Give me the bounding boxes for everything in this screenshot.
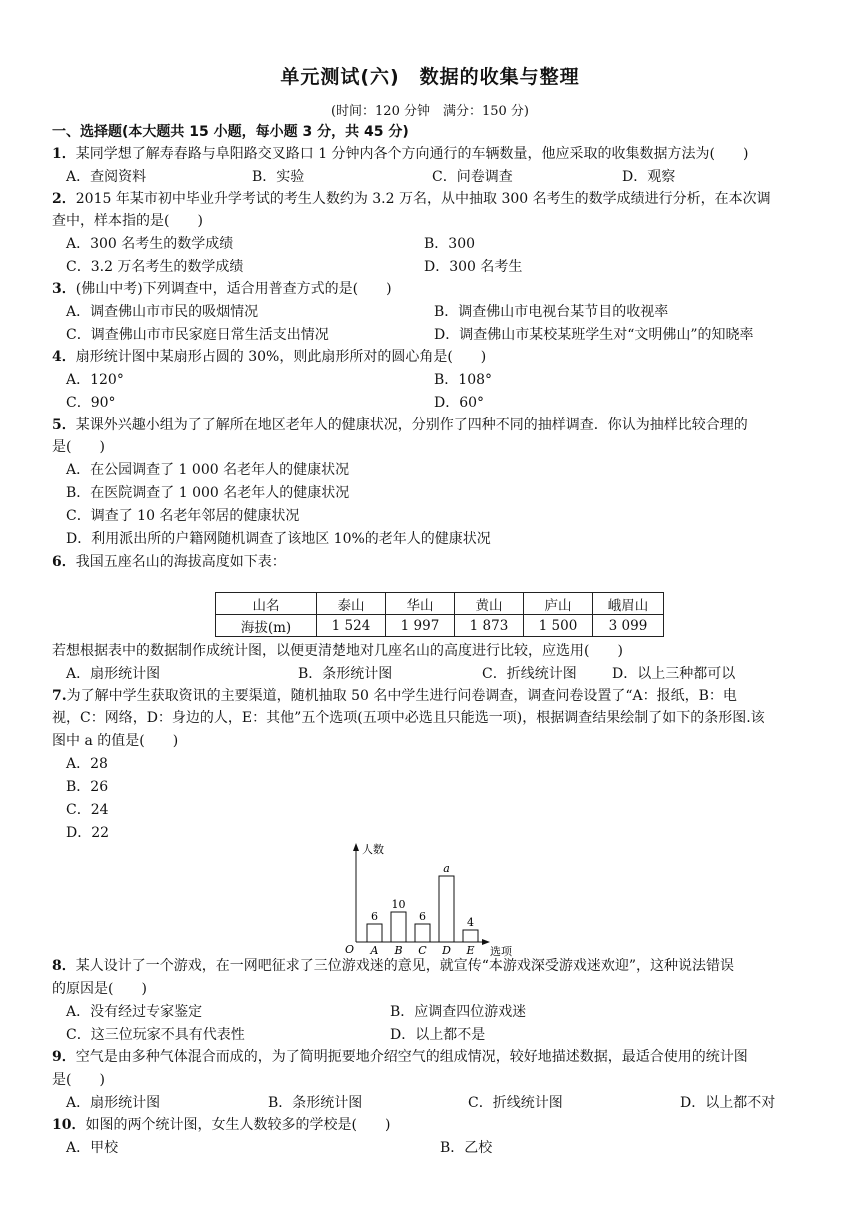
table-header-row <box>216 593 664 615</box>
bar-d <box>439 876 454 942</box>
q9-option-a: A．扇形统计图 <box>66 1095 161 1111</box>
question-10-stem: 10．如图的两个统计图，女生人数较多的学校是( ) <box>52 1117 391 1133</box>
q3-option-b: B．调查佛山市电视台某节目的收视率 <box>434 304 669 320</box>
question-8-stem: 8．某人设计了一个游戏，在一网吧征求了三位游戏迷的意见，就宣传“本游戏深受游戏迷欢迎”，这种说法错误 <box>52 958 735 974</box>
question-5-stem: 5．某课外兴趣小组为了了解所在地区老年人的健康状况，分别作了四种不同的抽样调查．你认为抽样比较合理的 <box>52 417 748 433</box>
table-row <box>216 615 664 637</box>
table-cell: 1 500 <box>524 615 593 637</box>
q1-option-a: A．查阅资料 <box>66 169 147 185</box>
bar-chart <box>335 840 525 960</box>
q5-option-a: A．在公园调查了 1 000 名老年人的健康状况 <box>66 462 350 478</box>
table-cell: 泰山 <box>317 593 386 615</box>
q1-option-b: B．实验 <box>252 169 305 185</box>
q9-option-b: B．条形统计图 <box>268 1095 363 1111</box>
q9-option-c: C．折线统计图 <box>468 1095 563 1111</box>
question-5-stem-cont: 是( ) <box>52 439 105 455</box>
q4-option-a: A．120° <box>66 372 124 388</box>
question-2-stem: 2．2015 年某市初中毕业升学考试的考生人数约为 3.2 万名，从中抽取 300 名考生的数学成绩进行分析，在本次调 <box>52 191 771 207</box>
origin-label: O <box>345 943 355 956</box>
table-cell: 海拔(m) <box>216 615 317 637</box>
table-cell: 黄山 <box>455 593 524 615</box>
q10-option-b: B．乙校 <box>440 1140 493 1156</box>
data-label-b: 10 <box>391 898 406 911</box>
q3-option-d: D．调查佛山市某校某班学生对“文明佛山”的知晓率 <box>434 327 754 343</box>
q8-option-b: B．应调查四位游戏迷 <box>390 1004 527 1020</box>
y-axis-label: 人数 <box>362 843 384 856</box>
data-label-c: 6 <box>419 910 426 923</box>
x-axis-arrow <box>482 939 490 945</box>
tick-label-a: A <box>370 944 379 957</box>
table-cell: 庐山 <box>524 593 593 615</box>
question-1-stem: 1．某同学想了解寿春路与阜阳路交叉路口 1 分钟内各个方向通行的车辆数量，他应采取的收集数据方法为( ) <box>52 146 749 162</box>
table-cell: 1 524 <box>317 615 386 637</box>
question-9-stem-cont: 是( ) <box>52 1072 105 1088</box>
q5-option-c: C．调查了 10 名老年邻居的健康状况 <box>66 508 300 524</box>
q6-option-c: C．折线统计图 <box>482 666 577 682</box>
q6-option-d: D．以上三种都可以 <box>612 666 736 682</box>
q4-option-d: D．60° <box>434 395 485 411</box>
q2-option-b: B．300 <box>424 236 476 252</box>
table-cell: 1 873 <box>455 615 524 637</box>
question-4-stem: 4．扇形统计图中某扇形占圆的 30%，则此扇形所对的圆心角是( ) <box>52 349 487 365</box>
q2-option-a: A．300 名考生的数学成绩 <box>66 236 234 252</box>
q8-option-d: D．以上都不是 <box>390 1027 486 1043</box>
bar-b <box>391 912 406 942</box>
q6-option-a: A．扇形统计图 <box>66 666 161 682</box>
table-cell: 华山 <box>386 593 455 615</box>
question-9-stem: 9．空气是由多种气体混合而成的，为了简明扼要地介绍空气的组成情况，较好地描述数据，最适合使用的统计图 <box>52 1049 748 1065</box>
q3-option-a: A．调查佛山市市民的吸烟情况 <box>66 304 259 320</box>
q7-option-d: D．22 <box>66 825 110 841</box>
mountain-table <box>215 592 664 637</box>
question-2-stem-cont: 查中，样本指的是( ) <box>52 213 203 229</box>
q1-option-d: D．观察 <box>622 169 676 185</box>
question-3-stem: 3．(佛山中考)下列调查中，适合用普查方式的是( ) <box>52 281 392 297</box>
data-label-d: a <box>443 862 450 875</box>
question-6-followup: 若想根据表中的数据制作成统计图，以便更清楚地对几座名山的高度进行比较，应选用( ) <box>52 643 623 659</box>
table-cell: 山名 <box>216 593 317 615</box>
question-8-stem-cont: 的原因是( ) <box>52 981 147 997</box>
q10-option-a: A．甲校 <box>66 1140 119 1156</box>
page-title: 单元测试(六) 数据的收集与整理 <box>280 66 580 88</box>
q7-option-b: B．26 <box>66 779 109 795</box>
bar-e <box>463 930 478 942</box>
tick-label-c: C <box>418 944 427 957</box>
q4-option-b: B．108° <box>434 372 493 388</box>
table-cell: 1 997 <box>386 615 455 637</box>
table-cell: 峨眉山 <box>593 593 664 615</box>
question-7-stem: 7.为了解中学生获取资讯的主要渠道，随机抽取 50 名中学生进行问卷调查，调查问卷设置了“A：报纸，B：电 <box>52 688 737 704</box>
q6-option-b: B．条形统计图 <box>298 666 393 682</box>
question-6-stem: 6．我国五座名山的海拔高度如下表： <box>52 554 286 570</box>
q2-option-c: C．3.2 万名考生的数学成绩 <box>66 259 244 275</box>
bar-c <box>415 924 430 942</box>
table-cell: 3 099 <box>593 615 664 637</box>
q4-option-c: C．90° <box>66 395 116 411</box>
q1-option-c: C．问卷调查 <box>432 169 513 185</box>
q5-option-d: D．利用派出所的户籍网随机调查了该地区 10%的老年人的健康状况 <box>66 531 491 547</box>
q3-option-c: C．调查佛山市市民家庭日常生活支出情况 <box>66 327 329 343</box>
exam-info: (时间：120 分钟 满分：150 分) <box>330 104 530 119</box>
q8-option-c: C．这三位玩家不具有代表性 <box>66 1027 245 1043</box>
question-7-stem-end: 图中 a 的值是( ) <box>52 733 179 749</box>
q7-option-c: C．24 <box>66 802 109 818</box>
q5-option-b: B．在医院调查了 1 000 名老年人的健康状况 <box>66 485 350 501</box>
q9-option-d: D．以上都不对 <box>680 1095 776 1111</box>
data-label-e: 4 <box>467 916 474 929</box>
x-axis-label: 选项 <box>490 945 512 958</box>
q8-option-a: A．没有经过专家鉴定 <box>66 1004 203 1020</box>
tick-label-b: B <box>394 944 403 957</box>
q2-option-d: D．300 名考生 <box>424 259 523 275</box>
question-7-stem-cont: 视，C：网络，D：身边的人，E：其他”五个选项(五项中必选且只能选一项)，根据调查结果绘制了如下的条形图.该 <box>52 710 765 726</box>
q7-option-a: A．28 <box>66 756 108 772</box>
bar-a <box>367 924 382 942</box>
data-label-a: 6 <box>371 910 378 923</box>
tick-label-e: E <box>466 944 475 957</box>
section-heading: 一、选择题(本大题共 15 小题，每小题 3 分，共 45 分) <box>52 124 409 140</box>
y-axis-arrow <box>353 843 359 851</box>
tick-label-d: D <box>442 944 451 957</box>
